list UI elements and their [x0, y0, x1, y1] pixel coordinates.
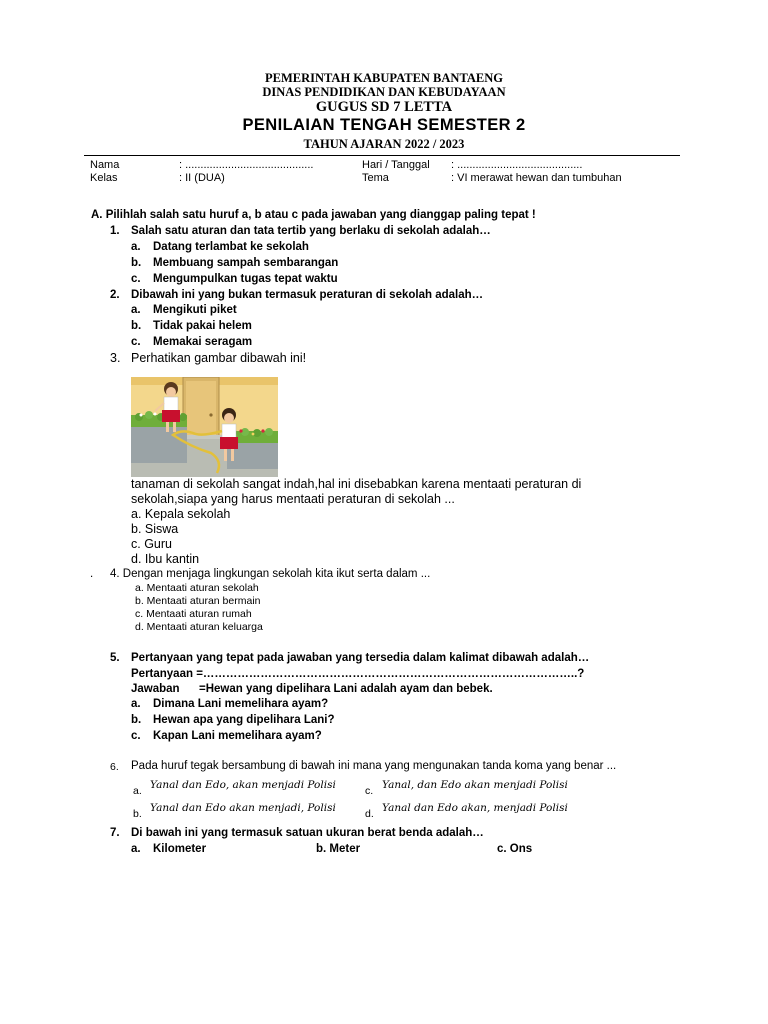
q5-number: 5. [110, 652, 120, 664]
q1-option-letter[interactable]: b. [131, 257, 142, 269]
tema-value: : VI merawat hewan dan tumbuhan [451, 172, 622, 184]
q6-number: 6. [110, 761, 119, 773]
q1-option-letter[interactable]: c. [131, 273, 141, 285]
q2-option-letter[interactable]: a. [131, 304, 141, 316]
q7-option-letter[interactable]: a. [131, 843, 141, 855]
q6-text: Pada huruf tegak bersambung di bawah ini mana yang mengunakan tanda koma yang benar ... [131, 760, 617, 772]
q6-option-d[interactable]: Yanal dan Edo akan, menjadi Polisi [382, 802, 568, 814]
q5-text: Pertanyaan yang tepat pada jawaban yang tersedia dalam kalimat dibawah adalah… [131, 652, 590, 664]
q3-text: Perhatikan gambar dibawah ini! [131, 351, 307, 365]
q4-option-a[interactable]: a. Mentaati aturan sekolah [135, 582, 259, 594]
q6-option-b[interactable]: Yanal dan Edo akan menjadi, Polisi [150, 802, 336, 814]
q2-text: Dibawah ini yang bukan termasuk peraturan di sekolah adalah… [131, 289, 484, 301]
header-department: DINAS PENDIDIKAN DAN KEBUDAYAAN [262, 85, 506, 99]
q2-option-letter[interactable]: b. [131, 320, 142, 332]
q3-number: 3. [110, 351, 121, 365]
q5-pertanyaan: Pertanyaan =……………………………………………………………………………………..? [131, 668, 585, 680]
q3-option-c[interactable]: c. Guru [131, 537, 172, 551]
academic-year: TAHUN AJARAN 2022 / 2023 [303, 137, 465, 151]
q5-option-letter[interactable]: a. [131, 698, 141, 710]
q2-option-a[interactable]: Mengikuti piket [153, 304, 237, 316]
q7-option-b[interactable]: b. Meter [316, 843, 361, 855]
q4-option-d[interactable]: d. Mentaati aturan keluarga [135, 621, 263, 633]
q3-option-b[interactable]: b. Siswa [131, 522, 179, 536]
q6-option-c[interactable]: Yanal, dan Edo akan menjadi Polisi [382, 779, 568, 791]
q2-option-letter[interactable]: c. [131, 336, 141, 348]
illustration-children-watering-plants [131, 377, 278, 477]
q3-paragraph-line1: tanaman di sekolah sangat indah,hal ini disebabkan karena mentaati peraturan di [131, 477, 582, 491]
nama-field[interactable]: : .......................................... [179, 159, 314, 171]
q7-text: Di bawah ini yang termasuk satuan ukuran berat benda adalah… [131, 827, 484, 839]
q6-option-letter[interactable]: a. [133, 785, 142, 797]
q4-option-b[interactable]: b. Mentaati aturan bermain [135, 595, 261, 607]
q5-option-letter[interactable]: c. [131, 730, 141, 742]
q5-option-c[interactable]: Kapan Lani memelihara ayam? [153, 730, 322, 742]
q4-text: 4. Dengan menjaga lingkungan sekolah kita ikut serta dalam ... [110, 568, 431, 580]
kelas-label: Kelas [90, 172, 118, 184]
q4-stray-dot: . [90, 568, 94, 580]
header-divider [84, 155, 680, 156]
section-a-instruction: A. Pilihlah salah satu huruf a, b atau c pada jawaban yang dianggap paling tepat ! [91, 209, 536, 221]
q3-paragraph-line2: sekolah,siapa yang harus mentaati peraturan di sekolah ... [131, 492, 455, 506]
q5-jawaban-text: =Hewan yang dipelihara Lani adalah ayam dan bebek. [199, 683, 493, 695]
hari-field[interactable]: : ......................................... [451, 159, 583, 171]
q5-option-letter[interactable]: b. [131, 714, 142, 726]
q1-option-a[interactable]: Datang terlambat ke sekolah [153, 241, 309, 253]
kelas-value: : II (DUA) [179, 172, 225, 184]
q5-jawaban-label: Jawaban [131, 683, 180, 695]
q7-option-c[interactable]: c. Ons [497, 843, 533, 855]
q6-option-letter[interactable]: c. [365, 785, 374, 797]
nama-label: Nama [90, 159, 120, 171]
q1-number: 1. [110, 225, 120, 237]
q7-number: 7. [110, 827, 120, 839]
q3-option-d[interactable]: d. Ibu kantin [131, 552, 200, 566]
q1-text: Salah satu aturan dan tata tertib yang berlaku di sekolah adalah… [131, 225, 491, 237]
q2-option-c[interactable]: Memakai seragam [153, 336, 253, 348]
header-cluster: GUGUS SD 7 LETTA [315, 99, 453, 115]
q5-option-a[interactable]: Dimana Lani memelihara ayam? [153, 698, 329, 710]
q6-option-letter[interactable]: b. [133, 808, 142, 820]
q1-option-c[interactable]: Mengumpulkan tugas tepat waktu [153, 273, 338, 285]
q1-option-letter[interactable]: a. [131, 241, 141, 253]
q4-option-c[interactable]: c. Mentaati aturan rumah [135, 608, 252, 620]
q2-option-b[interactable]: Tidak pakai helem [153, 320, 252, 332]
q6-option-letter[interactable]: d. [365, 808, 374, 820]
q2-number: 2. [110, 289, 120, 301]
hari-label: Hari / Tanggal [362, 159, 430, 171]
page-title: PENILAIAN TENGAH SEMESTER 2 [242, 116, 526, 134]
q5-option-b[interactable]: Hewan apa yang dipelihara Lani? [153, 714, 335, 726]
q6-option-a[interactable]: Yanal dan Edo, akan menjadi Polisi [150, 779, 336, 791]
q7-option-a[interactable]: Kilometer [153, 843, 207, 855]
tema-label: Tema [362, 172, 389, 184]
header-government: PEMERINTAH KABUPATEN BANTAENG [265, 71, 503, 85]
q1-option-b[interactable]: Membuang sampah sembarangan [153, 257, 339, 269]
q3-option-a[interactable]: a. Kepala sekolah [131, 507, 231, 521]
